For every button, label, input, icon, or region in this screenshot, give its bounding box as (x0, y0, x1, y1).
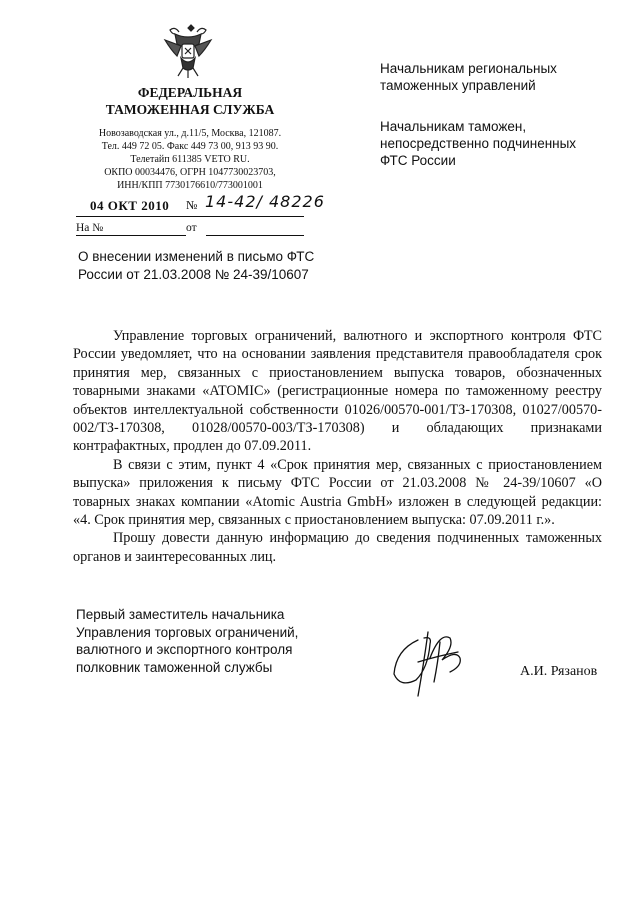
outgoing-date-stamp: 04 ОКТ 2010 (90, 198, 170, 213)
letter-subject: О внесении изменений в письмо ФТС России от 21.03.2008 № 24-39/10607 (78, 249, 315, 282)
outgoing-number-handwritten: 14-42/ 48226 (205, 192, 325, 211)
outgoing-number-label: № (186, 198, 198, 212)
body-paragraph: Прошу довести данную информацию до сведения подчиненных таможенных органов и заинтересованных лиц. (73, 530, 602, 565)
addressee-customs-heads: Начальникам таможен, непосредственно подчиненных ФТС России (380, 119, 577, 168)
sender-contact-details: Новозаводская ул., д.11/5, Москва, 121087. Тел. 449 72 05. Факс 449 73 00, 913 93 90. Телетайп 611385 VETO RU. ОКПО 00034476, ОГРН 1047730023703, ИНН/КПП 7730176610/773001001 (98, 128, 282, 191)
handwritten-signature (388, 628, 478, 700)
signatory-name: А.И. Рязанов (520, 664, 598, 679)
letter-body (73, 327, 602, 566)
reference-date-line (206, 221, 304, 236)
signatory-title: Первый заместитель начальника Управления торговых ограничений, валютного и экспортного контроля полковник таможенной службы (76, 607, 299, 675)
sender-organization-name: ФЕДЕРАЛЬНАЯ ТАМОЖЕННАЯ СЛУЖБА (105, 85, 275, 117)
body-paragraph: В связи с этим, пункт 4 «Срок принятия мер, связанных с приостановлением выпуска» приложения к письму ФТС России от 21.03.2008 № 24-39/10607 «О товарных знаках компании «Atomic Austria GmbH» изложен в следующей редакции: «4. Срок принятия мер, связанных с приостановлением выпуска: 07.09.2011 г.». (73, 456, 602, 529)
body-paragraph: Управление торговых ограничений, валютного и экспортного контроля ФТС России уведомляет, что на основании заявления представителя правообладателя срок принятия мер, связанных с приостановлением выпуска товаров, обозначенных товарными знаками «ATOMIC» (регистрационные номера по таможенному реестру объектов интеллектуальной собственности 01026/00570-001/ТЗ-170308, 01027/00570-002/ТЗ-170308, 01028/00570-003/ТЗ-170308) и обладающих признаками контрафактных, продлен до 07.09.2011. (73, 328, 602, 455)
double-headed-eagle-emblem (161, 22, 215, 80)
addressee-regional-offices: Начальникам региональных таможенных управлений (380, 61, 557, 93)
reference-from-label: от (186, 222, 197, 234)
reference-number-label: На № (76, 222, 104, 234)
